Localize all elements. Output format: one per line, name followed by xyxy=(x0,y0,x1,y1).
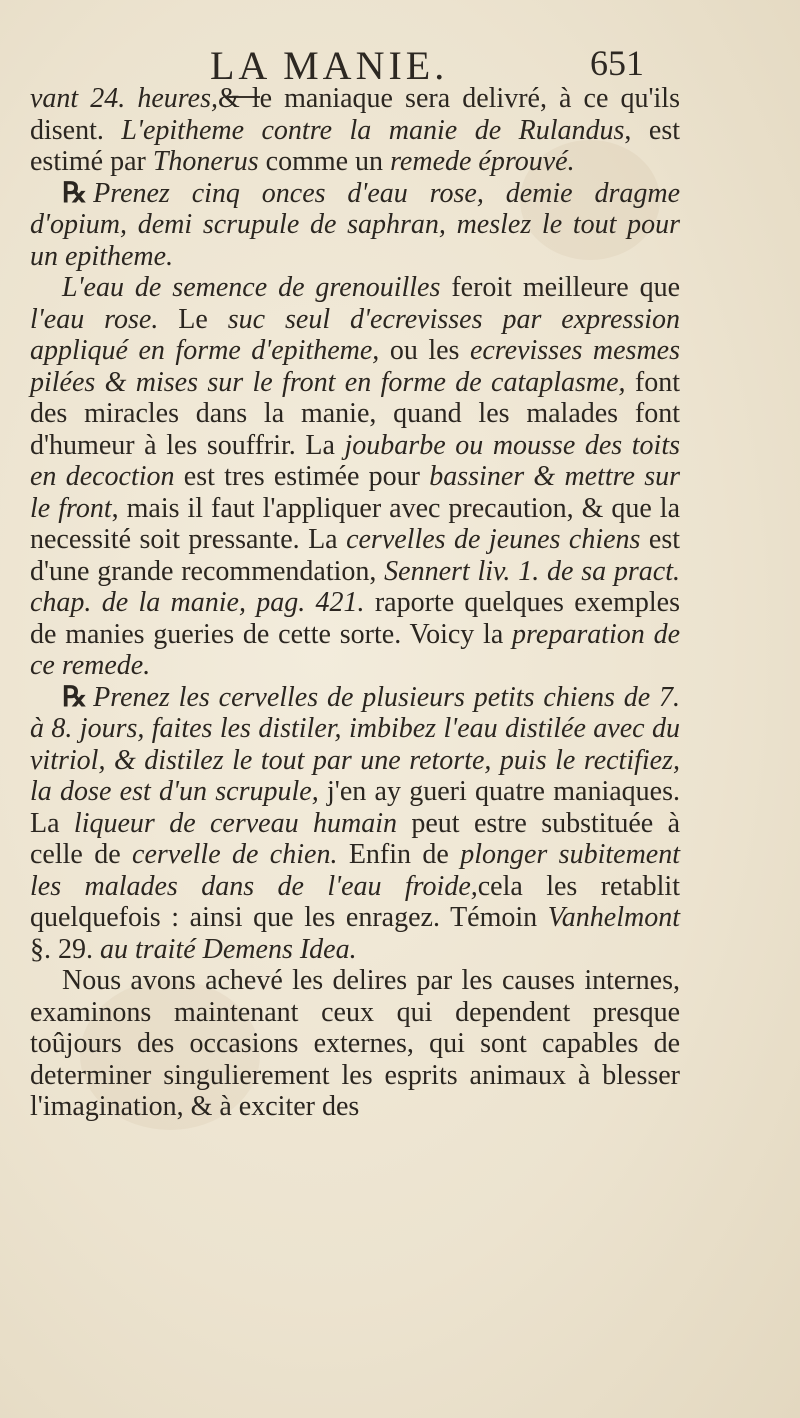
roman-text: , est estimé par xyxy=(30,114,681,177)
roman-text: feroit meilleure que xyxy=(440,272,680,303)
roman-text: peut estre substituée à celle de xyxy=(30,807,681,870)
italic-text: au traité Demens Idea. xyxy=(100,933,357,965)
roman-text: Enfin de xyxy=(337,839,461,870)
italic-text: liqueur de cerveau humain xyxy=(73,807,397,839)
roman-text: ou les xyxy=(379,335,470,366)
italic-text: remede éprouvé. xyxy=(390,146,575,177)
recipe-symbol: ℞ xyxy=(62,177,88,209)
paragraph-p1 xyxy=(30,83,680,178)
roman-text: est tres estimée pour xyxy=(174,461,430,492)
roman-text: cela les retablit quelquefois : ainsi que les enragez. Témoin xyxy=(30,870,680,933)
page-number: 651 xyxy=(590,43,644,83)
roman-text: font des miracles dans la manie, quand les malades font d'humeur à les souffrir. La xyxy=(30,366,680,461)
roman-text: Nous avons achevé les delires par les causes internes, examinons maintenant ceux qui dependent presque toûjours des occasions externes, qui sont capables de determiner singulierement les esprits animaux à blesser l'imagination, & à exciter des xyxy=(30,965,680,1122)
italic-text: suc seul d'ecrevisses par expression appliqué en forme d'epitheme, xyxy=(30,303,680,366)
italic-text: Prenez les cervelles de plusieurs petits chiens de 7. à 8. jours, faites les distiler, imbibez l'eau distilée avec du vitriol, & distilez le tout par une retorte, puis le rectifiez, la dose est d'un scrupule, xyxy=(30,681,680,807)
running-title: LA MANIE. xyxy=(210,43,449,88)
paragraph-p5 xyxy=(30,965,680,1123)
italic-text: cervelles de jeunes chiens xyxy=(346,524,641,555)
italic-text: Sennert liv. 1. de sa pract. chap. de la manie, pag. 421. xyxy=(30,555,680,618)
roman-text: §. 29. xyxy=(30,933,100,965)
italic-text: plonger subitement les malades dans de l'eau froide, xyxy=(30,839,680,902)
roman-text: & le maniaque sera delivré, à ce qu'ils disent. xyxy=(30,83,680,146)
italic-text: Prenez cinq onces d'eau rose, demie dragme d'opium, demi scrupule de saphran, meslez le tout pour un epitheme. xyxy=(30,177,680,272)
roman-text: comme un xyxy=(258,146,391,177)
recipe-symbol: ℞ xyxy=(62,681,88,713)
italic-text: ecrevisses mesmes pilées & mises sur le front en forme de cataplasme, xyxy=(30,335,680,398)
roman-text: Le xyxy=(158,303,228,335)
italic-text: L'eau de semence de grenouilles xyxy=(62,272,441,303)
body-text xyxy=(30,83,680,1123)
roman-text: , mais il faut l'appliquer avec precaution, & que la necessité soit pressante. La xyxy=(30,492,680,555)
paragraph-p3 xyxy=(30,272,680,682)
paragraph-p4 xyxy=(30,682,680,966)
italic-text: vant 24. heures, xyxy=(30,83,218,114)
italic-text: joubarbe ou mousse des toits en decoction xyxy=(30,429,681,492)
italic-text: l'eau rose. xyxy=(30,303,159,335)
italic-text: L'epitheme contre la manie de Rulandus xyxy=(121,114,625,146)
italic-text: cervelle de chien. xyxy=(132,839,338,870)
roman-text: est d'une grande recommendation, xyxy=(30,524,680,587)
italic-text: preparation de ce remede. xyxy=(30,618,680,681)
roman-text: raporte quelques exemples de manies gueries de cette sorte. Voicy la xyxy=(30,587,680,650)
roman-text: j'en ay gueri quatre maniaques. La xyxy=(30,776,680,839)
italic-text: Thonerus xyxy=(152,146,259,177)
italic-text: Vanhelmont xyxy=(547,902,680,933)
paragraph-p2 xyxy=(30,178,680,273)
italic-text: bassiner & mettre sur le front xyxy=(30,461,681,524)
